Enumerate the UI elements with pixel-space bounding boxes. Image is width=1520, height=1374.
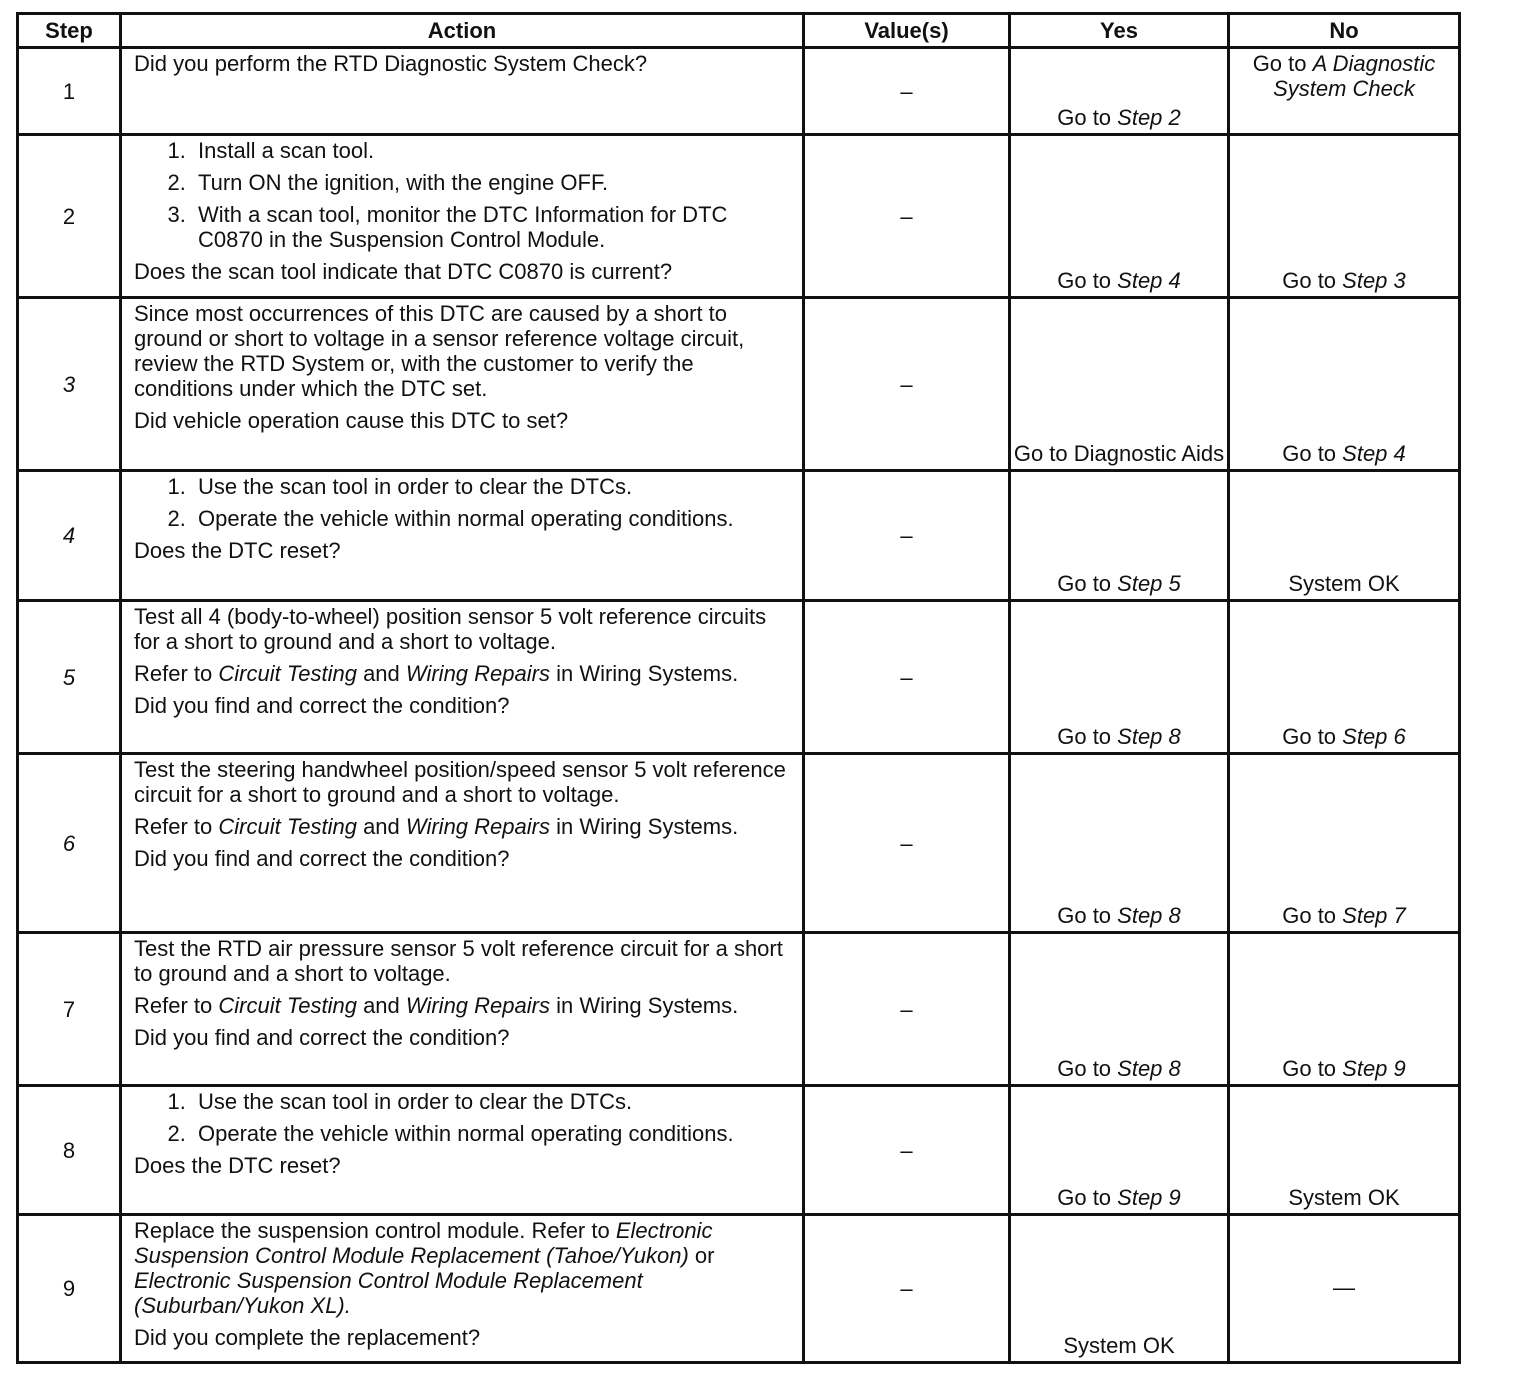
no-cell: [1229, 48, 1460, 135]
action-list-item: 3. With a scan tool, monitor the DTC Information for DTC C0870 in the Suspension Control Module.: [192, 202, 792, 252]
action-text: Test the steering handwheel position/speed sensor 5 volt reference circuit for a short to ground and a short to voltage.: [134, 757, 786, 807]
step-number: 8: [18, 1086, 121, 1215]
step-number: 2: [18, 135, 121, 298]
action-list: [134, 474, 792, 531]
action-question: Did you find and correct the condition?: [134, 693, 510, 718]
action-list-item: 2. Operate the vehicle within normal operating conditions.: [192, 506, 792, 531]
no-step-ref: Step 3: [1342, 268, 1406, 293]
table-row: [18, 601, 1460, 754]
step-number: 6: [18, 754, 121, 933]
value-cell: –: [804, 601, 1010, 754]
header-row: [18, 14, 1460, 48]
action-cell: [121, 135, 804, 298]
step-number: 9: [18, 1215, 121, 1363]
yes-step-ref: Step 4: [1117, 268, 1181, 293]
yes-cell: Go to Diagnostic Aids: [1010, 298, 1229, 471]
no-cell: [1229, 601, 1460, 754]
action-cell: [121, 933, 804, 1086]
action-question: Did you find and correct the condition?: [134, 846, 510, 871]
table-row: [18, 1086, 1460, 1215]
ref-title: Electronic Suspension Control Module Replacement (Suburban/Yukon XL): [134, 1268, 643, 1318]
value-cell: –: [804, 471, 1010, 601]
yes-prefix: Go to: [1057, 724, 1118, 749]
action-question: Does the DTC reset?: [134, 538, 341, 563]
yes-step-ref: Step 5: [1117, 571, 1181, 596]
action-cell: [121, 1086, 804, 1215]
action-cell: [121, 601, 804, 754]
ref-text: and: [356, 661, 406, 686]
yes-prefix: Go to: [1057, 268, 1118, 293]
yes-prefix: Go to: [1057, 571, 1118, 596]
header-step: Step: [18, 14, 121, 48]
step-number: 1: [18, 48, 121, 135]
header-action: Action: [121, 14, 804, 48]
value-cell: –: [804, 298, 1010, 471]
action-question: Does the DTC reset?: [134, 1153, 341, 1178]
ref-text: Refer to: [134, 993, 219, 1018]
action-reference: [134, 814, 792, 839]
no-step-ref: Step 7: [1342, 903, 1406, 928]
no-cell: —: [1229, 1215, 1460, 1363]
no-step-ref: Step 4: [1342, 441, 1406, 466]
header-no: No: [1229, 14, 1460, 48]
step-number: 7: [18, 933, 121, 1086]
ref-text: and: [356, 993, 406, 1018]
action-list-item: 1. Install a scan tool.: [192, 138, 792, 163]
ref-title: Wiring Repairs: [405, 814, 550, 839]
value-cell: –: [804, 48, 1010, 135]
action-text: Since most occurrences of this DTC are caused by a short to ground or short to voltage in a sensor reference voltage circuit, review the RTD System or, with the customer to verify the conditions under which the DTC set.: [134, 301, 745, 401]
value-cell: –: [804, 1086, 1010, 1215]
action-text: [134, 1218, 792, 1318]
action-reference: [134, 661, 792, 686]
no-cell: [1229, 933, 1460, 1086]
no-prefix: Go to: [1282, 903, 1343, 928]
ref-text: and: [356, 814, 406, 839]
yes-cell: [1010, 1086, 1229, 1215]
no-prefix: Go to: [1252, 51, 1313, 76]
ref-text: in Wiring Systems.: [549, 661, 739, 686]
action-cell: [121, 471, 804, 601]
ref-title: Circuit Testing: [218, 814, 357, 839]
value-cell: –: [804, 135, 1010, 298]
step-number: 5: [18, 601, 121, 754]
no-step-ref: A Diagnostic System Check: [1273, 51, 1436, 101]
action-question: Did vehicle operation cause this DTC to set?: [134, 408, 569, 433]
diagnostic-table: [16, 12, 1461, 1364]
yes-step-ref: Step 9: [1117, 1185, 1181, 1210]
no-prefix: Go to: [1282, 441, 1343, 466]
step-number: 4: [18, 471, 121, 601]
no-cell: [1229, 754, 1460, 933]
no-prefix: Go to: [1282, 724, 1343, 749]
action-text-part: or: [688, 1243, 715, 1268]
action-question: Did you find and correct the condition?: [134, 1025, 510, 1050]
ref-title: Wiring Repairs: [405, 993, 550, 1018]
value-cell: –: [804, 754, 1010, 933]
no-cell: [1229, 135, 1460, 298]
yes-step-ref: Step 8: [1117, 903, 1181, 928]
action-list-item: 1. Use the scan tool in order to clear the DTCs.: [192, 474, 792, 499]
table-row: [18, 135, 1460, 298]
action-text: Test all 4 (body-to-wheel) position sensor 5 volt reference circuits for a short to ground and a short to voltage.: [134, 604, 767, 654]
action-list: [134, 138, 792, 252]
yes-step-ref: Step 2: [1117, 105, 1181, 130]
no-cell: System OK: [1229, 1086, 1460, 1215]
yes-cell: [1010, 471, 1229, 601]
no-cell: [1229, 298, 1460, 471]
table-row: [18, 471, 1460, 601]
action-list-item: 1. Use the scan tool in order to clear the DTCs.: [192, 1089, 792, 1114]
table-row: [18, 48, 1460, 135]
ref-text: Refer to: [134, 814, 219, 839]
action-text-part: .: [344, 1293, 351, 1318]
action-list-item: 2. Turn ON the ignition, with the engine OFF.: [192, 170, 792, 195]
action-question: Did you perform the RTD Diagnostic System Check?: [134, 51, 648, 76]
table-row: [18, 754, 1460, 933]
ref-text: in Wiring Systems.: [549, 814, 739, 839]
yes-cell: [1010, 135, 1229, 298]
action-text: Test the RTD air pressure sensor 5 volt reference circuit for a short to ground and a short to voltage.: [134, 936, 783, 986]
yes-cell: System OK: [1010, 1215, 1229, 1363]
yes-cell: [1010, 48, 1229, 135]
ref-title: Electronic Suspension Control Module Replacement (Tahoe/Yukon): [134, 1218, 713, 1268]
yes-step-ref: Step 8: [1117, 724, 1181, 749]
action-list: [134, 1089, 792, 1146]
action-question: Did you complete the replacement?: [134, 1325, 481, 1350]
yes-step-ref: Step 8: [1117, 1056, 1181, 1081]
table-row: [18, 1215, 1460, 1363]
no-prefix: Go to: [1282, 1056, 1343, 1081]
yes-prefix: Go to: [1057, 1056, 1118, 1081]
no-prefix: Go to: [1282, 268, 1343, 293]
ref-title: Circuit Testing: [218, 993, 357, 1018]
yes-prefix: Go to: [1057, 1185, 1118, 1210]
header-yes: Yes: [1010, 14, 1229, 48]
yes-prefix: Go to: [1057, 105, 1118, 130]
step-number: 3: [18, 298, 121, 471]
action-list-item: 2. Operate the vehicle within normal operating conditions.: [192, 1121, 792, 1146]
yes-cell: [1010, 933, 1229, 1086]
ref-text: in Wiring Systems.: [549, 993, 739, 1018]
ref-text: Refer to: [134, 661, 219, 686]
yes-cell: [1010, 754, 1229, 933]
table-row: [18, 933, 1460, 1086]
action-cell: [121, 754, 804, 933]
value-cell: –: [804, 933, 1010, 1086]
no-step-ref: Step 6: [1342, 724, 1406, 749]
no-cell: System OK: [1229, 471, 1460, 601]
action-text-part: Replace the suspension control module. Refer to: [134, 1218, 616, 1243]
no-step-ref: Step 9: [1342, 1056, 1406, 1081]
action-cell: [121, 1215, 804, 1363]
action-reference: [134, 993, 792, 1018]
ref-title: Wiring Repairs: [405, 661, 550, 686]
action-cell: [121, 48, 804, 135]
value-cell: –: [804, 1215, 1010, 1363]
action-question: Does the scan tool indicate that DTC C0870 is current?: [134, 259, 673, 284]
ref-title: Circuit Testing: [218, 661, 357, 686]
yes-prefix: Go to: [1057, 903, 1118, 928]
table-row: [18, 298, 1460, 471]
action-cell: [121, 298, 804, 471]
yes-cell: [1010, 601, 1229, 754]
header-values: Value(s): [804, 14, 1010, 48]
